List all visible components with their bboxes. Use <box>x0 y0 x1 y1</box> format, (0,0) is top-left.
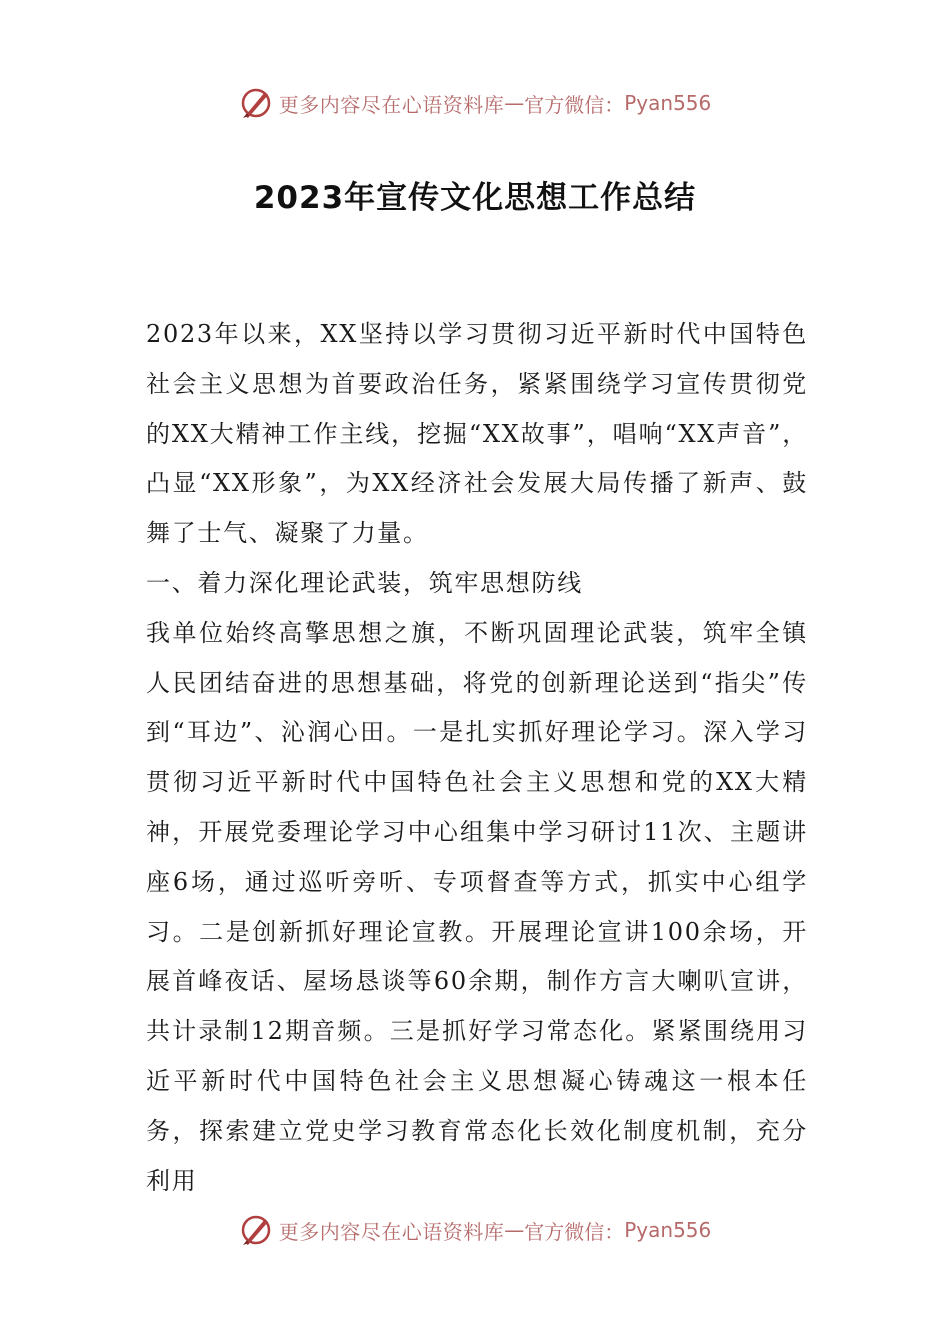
watermark-contact-label: 官方微信： <box>524 1219 625 1244</box>
watermark-separator: — <box>504 91 525 115</box>
intro-paragraph: 2023年以来，XX坚持以学习贯彻习近平新时代中国特色社会主义思想为首要政治任务，紧紧围绕学习宣传贯彻党的XX大精神工作主线，挖掘“XX故事”，唱响“XX声音”，凸显“XX形象”，为XX经济社会发展大局传播了新声、鼓舞了士气、凝聚了力量。 <box>146 320 808 548</box>
pen-logo-icon <box>239 1213 273 1247</box>
body-paragraph: 我单位始终高擎思想之旗，不断巩固理论武装，筑牢全镇人民团结奋进的思想基础，将党的创新理论送到“指尖”传到“耳边”、沁润心田。一是扎实抓好理论学习。深入学习贯彻习近平新时代中国特色社会主义思想和党的XX大精神，开展党委理论学习中心组集中学习研讨11次、主题讲座6场，通过巡听旁听、专项督查等方式，抓实中心组学习。二是创新抓好理论宣教。开展理论宣讲100余场，开展首峰夜话、屋场恳谈等60余期，制作方言大喇叭宣讲，共计录制12期音频。三是抓好学习常态化。紧紧围绕用习近平新时代中国特色社会主义思想凝心铸魂这一根本任务，探索建立党史学习教育常态化长效化制度机制，充分利用 <box>146 618 808 1195</box>
footer-watermark-banner <box>0 1210 950 1250</box>
watermark-contact-id: Pyan556 <box>624 91 712 115</box>
pen-logo-icon <box>239 86 273 120</box>
watermark-contact-id: Pyan556 <box>624 1218 712 1242</box>
watermark-separator: — <box>504 1218 525 1242</box>
watermark-text: 更多内容尽在心语资料库 <box>278 1219 505 1244</box>
header-watermark-banner <box>0 83 950 123</box>
document-body <box>146 310 808 1206</box>
section-heading: 一、着力深化理论武装，筑牢思想防线 <box>146 568 583 597</box>
document-title: 2023年宣传文化思想工作总结 <box>253 180 697 216</box>
watermark-contact-label: 官方微信： <box>524 92 625 117</box>
watermark-text: 更多内容尽在心语资料库 <box>278 92 505 117</box>
